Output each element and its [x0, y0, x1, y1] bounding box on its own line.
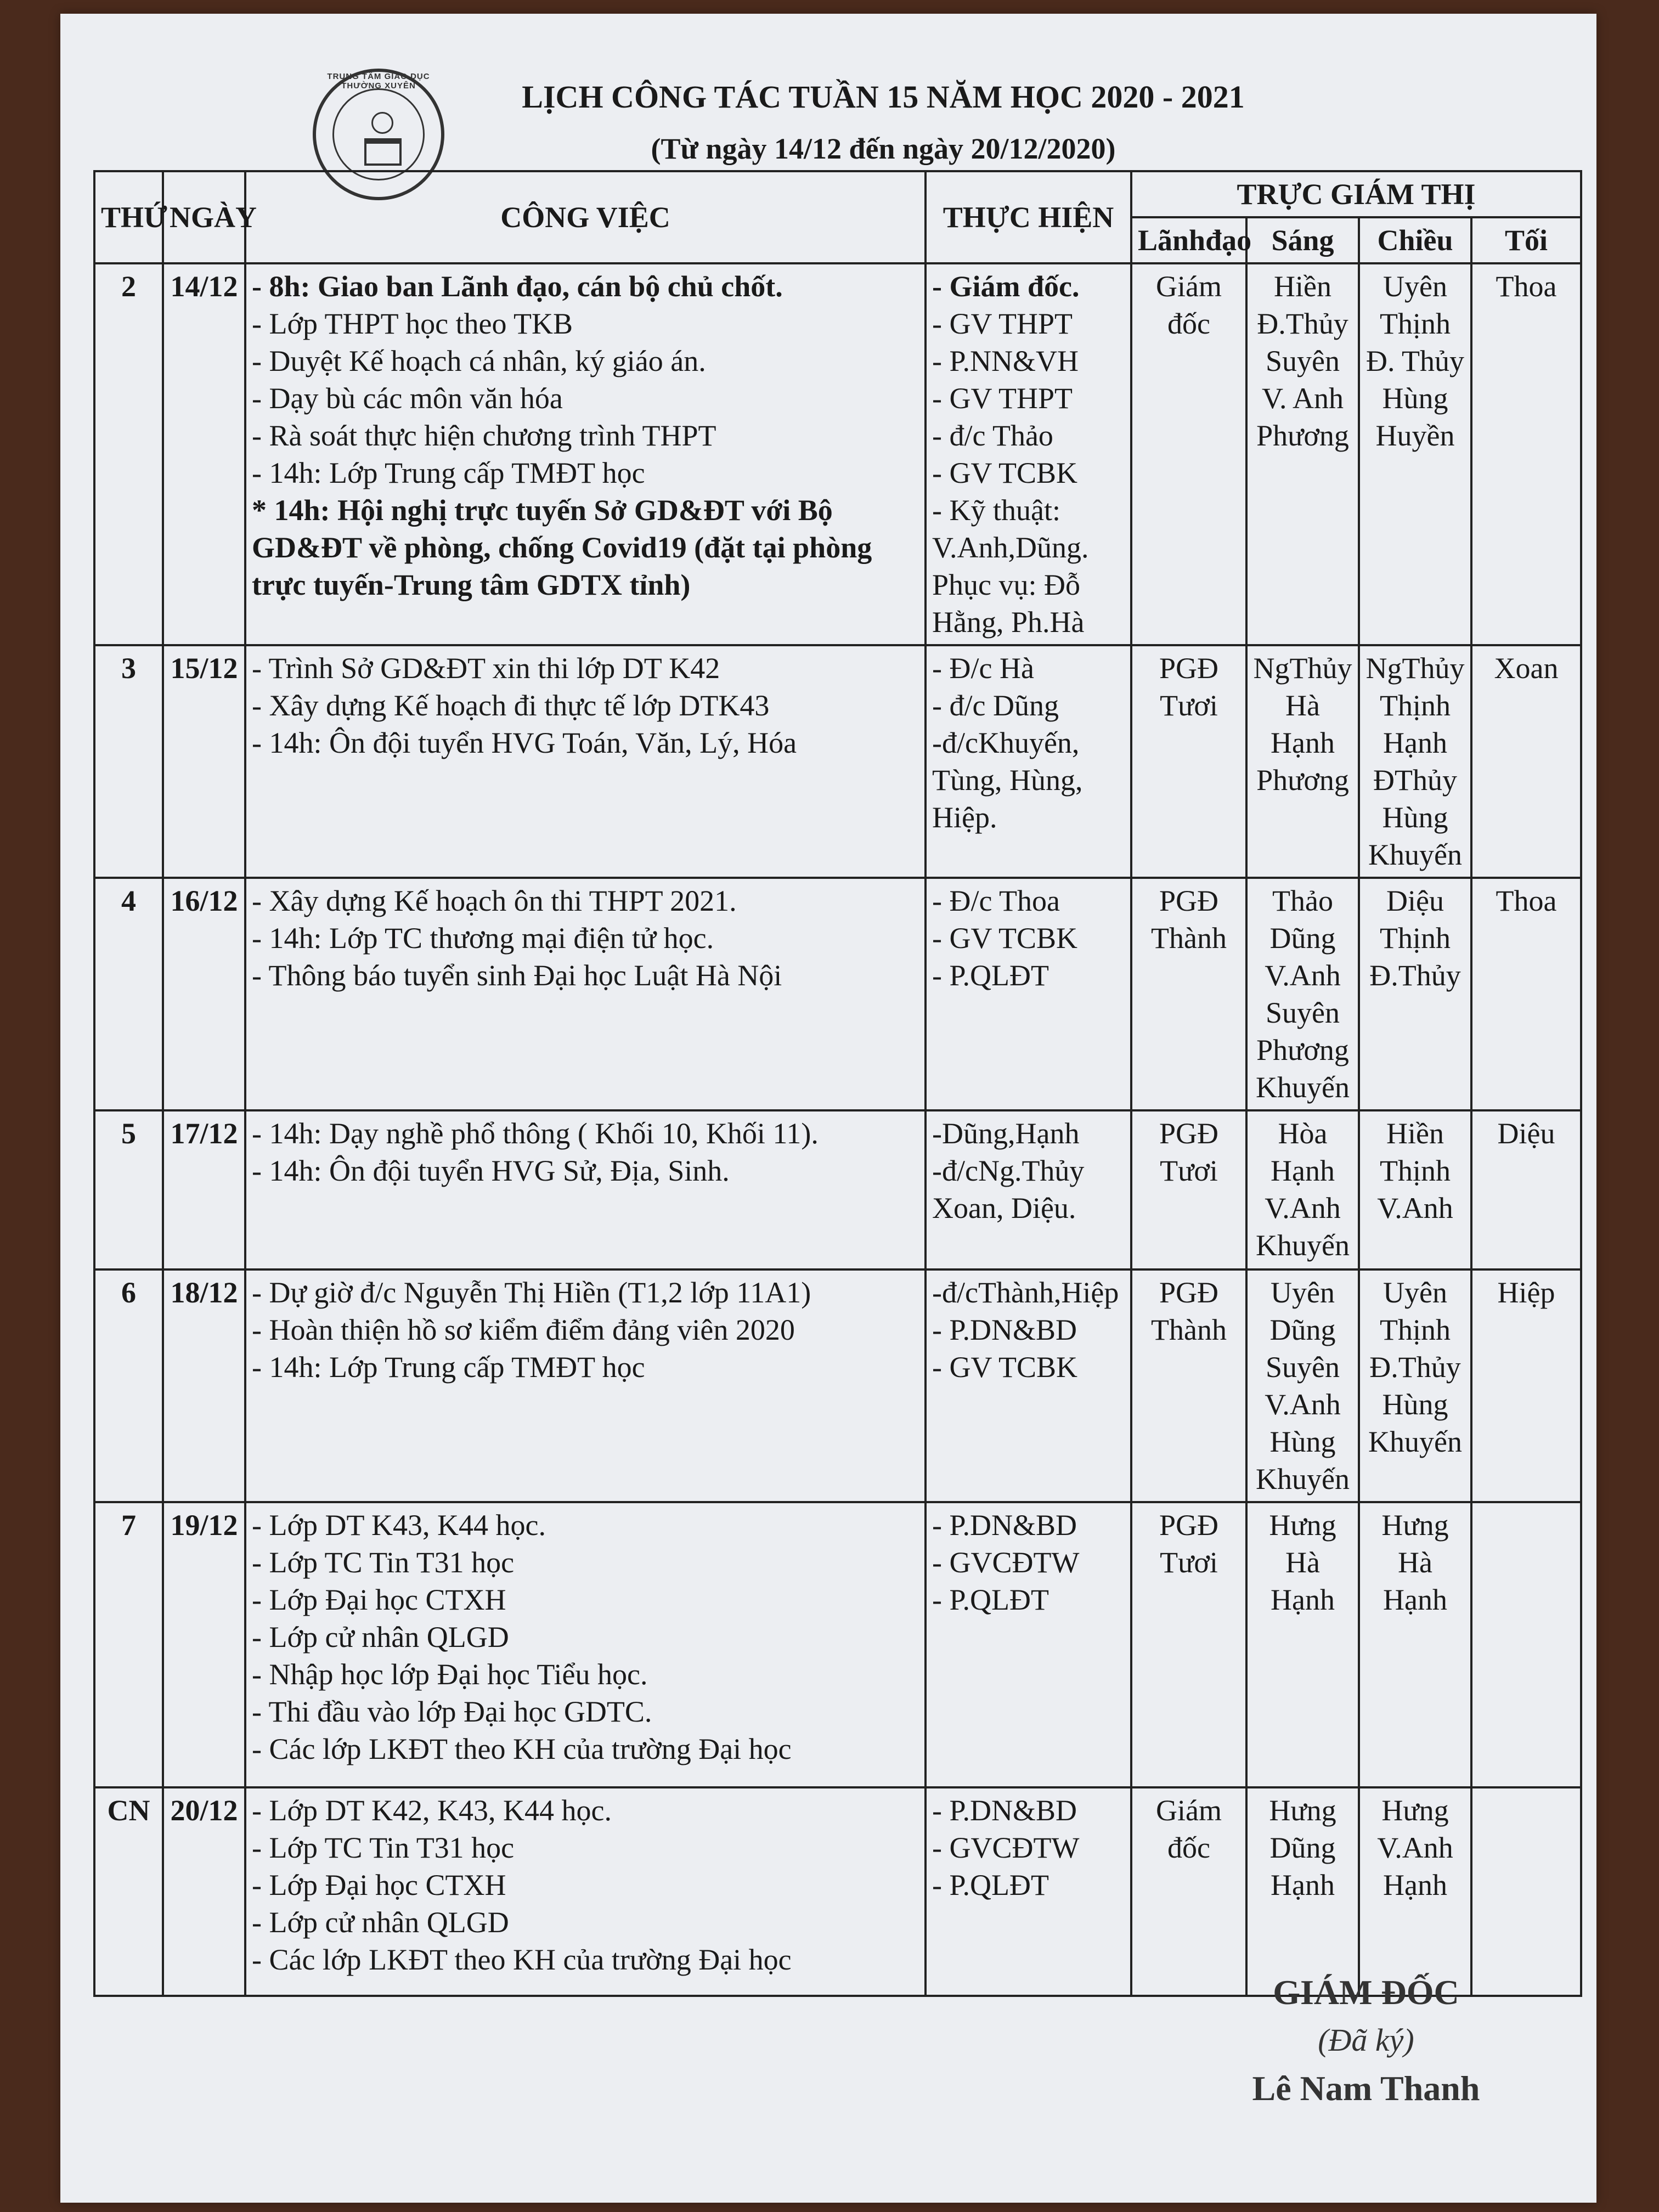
cell-toi-line: Xoan [1494, 652, 1559, 685]
cell-sang-line: Hưng [1269, 1794, 1336, 1827]
cell-thuc-hien-line: - P.QLĐT [932, 1583, 1049, 1616]
cell-thuc-hien-line: - Giám đốc. [932, 270, 1080, 303]
cell-toi [1471, 1110, 1581, 1269]
cell-lanh-dao-line: PGĐ [1159, 884, 1219, 917]
cell-cong-viec-line: - Các lớp LKĐT theo KH của trường Đại học [252, 1943, 792, 1976]
cell-lanh-dao-line: Tươi [1160, 1546, 1218, 1579]
cell-toi-line: Thoa [1496, 270, 1557, 303]
schedule-row [94, 1110, 1581, 1269]
cell-sang-line: Hà [1285, 1546, 1320, 1579]
cell-chieu [1359, 1110, 1471, 1269]
cell-cong-viec-line: - Xây dựng Kế hoạch đi thực tế lớp DTK43 [252, 689, 770, 722]
document-sheet [60, 14, 1596, 2203]
seal-inner-ring [332, 88, 425, 180]
cell-chieu-line: Thịnh [1380, 689, 1451, 722]
cell-thuc-hien [926, 1110, 1131, 1269]
atom-icon [371, 112, 393, 134]
cell-chieu-line: Khuyến [1368, 838, 1462, 871]
cell-sang [1246, 645, 1359, 878]
cell-chieu-line: V.Anh [1377, 1831, 1453, 1864]
cell-sang-line: Dũng [1269, 922, 1336, 955]
schedule-row [94, 263, 1581, 645]
cell-lanh-dao [1131, 263, 1246, 645]
cell-cong-viec-line: - Hoàn thiện hồ sơ kiểm điểm đảng viên 2020 [252, 1313, 795, 1346]
cell-sang-line: Hưng [1269, 1509, 1336, 1542]
cell-sang-line: Hạnh [1271, 726, 1335, 759]
cell-cong-viec-line: - 14h: Lớp TC thương mại điện tử học. [252, 922, 714, 955]
cell-thuc-hien-line: - đ/c Dũng [932, 689, 1059, 722]
cell-lanh-dao-line: Tươi [1160, 689, 1218, 722]
cell-sang-line: Suyên [1266, 1351, 1340, 1384]
cell-chieu-line: Hùng [1382, 382, 1448, 415]
schedule-table [93, 170, 1582, 1997]
cell-ngay: 14/12 [163, 263, 245, 645]
header-toi: Tối [1471, 217, 1581, 263]
book-icon [364, 138, 402, 166]
cell-cong-viec-line: - Trình Sở GD&ĐT xin thi lớp DT K42 [252, 652, 720, 685]
cell-cong-viec-line: - Lớp TC Tin T31 học [252, 1546, 515, 1579]
cell-cong-viec [245, 645, 926, 878]
cell-sang [1246, 1269, 1359, 1502]
signature-name: Lê Nam Thanh [1252, 2069, 1480, 2108]
cell-lanh-dao [1131, 645, 1246, 878]
page-subtitle: (Từ ngày 14/12 đến ngày 20/12/2020) [651, 132, 1116, 165]
cell-chieu-line: Hạnh [1383, 1869, 1447, 1901]
cell-sang-line: Suyên [1266, 996, 1340, 1029]
cell-chieu-line: Hạnh [1383, 726, 1447, 759]
cell-thuc-hien-line: Tùng, Hùng, [932, 764, 1083, 797]
cell-thuc-hien [926, 1787, 1131, 1996]
cell-cong-viec-line: - Thông báo tuyển sinh Đại học Luật Hà Nội [252, 959, 782, 992]
cell-chieu-line: Thịnh [1380, 307, 1451, 340]
cell-thuc-hien [926, 1269, 1131, 1502]
cell-lanh-dao-line: đốc [1167, 1831, 1210, 1864]
cell-sang-line: Khuyến [1256, 1071, 1350, 1104]
cell-cong-viec-line: - 14h: Ôn đội tuyển HVG Toán, Văn, Lý, Hóa [252, 726, 797, 759]
cell-cong-viec-line: - 14h: Lớp Trung cấp TMĐT học [252, 1351, 645, 1384]
cell-cong-viec-line: - Xây dựng Kế hoạch ôn thi THPT 2021. [252, 884, 737, 917]
cell-thu: CN [94, 1787, 163, 1996]
cell-chieu [1359, 1787, 1471, 1996]
schedule-row [94, 1502, 1581, 1787]
cell-cong-viec-line: - 14h: Dạy nghề phổ thông ( Khối 10, Khối 11). [252, 1117, 819, 1150]
cell-sang-line: Dũng [1269, 1313, 1336, 1346]
cell-sang-line: Khuyến [1256, 1463, 1350, 1496]
cell-cong-viec [245, 1110, 926, 1269]
cell-sang [1246, 1502, 1359, 1787]
cell-chieu [1359, 1269, 1471, 1502]
cell-sang-line: Hạnh [1271, 1583, 1335, 1616]
cell-cong-viec-line: - Lớp TC Tin T31 học [252, 1831, 515, 1864]
schedule-row [94, 878, 1581, 1110]
cell-toi [1471, 1787, 1581, 1996]
cell-toi [1471, 645, 1581, 878]
cell-thuc-hien-line: V.Anh,Dũng. [932, 531, 1089, 564]
cell-chieu [1359, 878, 1471, 1110]
cell-cong-viec [245, 1269, 926, 1502]
cell-lanh-dao-line: PGĐ [1159, 1276, 1219, 1309]
cell-chieu [1359, 263, 1471, 645]
header-thu: THỨ [94, 171, 163, 263]
cell-lanh-dao-line: Thành [1151, 1313, 1227, 1346]
cell-cong-viec [245, 878, 926, 1110]
cell-toi-line: Diệu [1497, 1117, 1555, 1150]
cell-thuc-hien-line: Phục vụ: Đỗ [932, 568, 1080, 601]
cell-thuc-hien-line: Hằng, Ph.Hà [932, 606, 1085, 639]
cell-cong-viec [245, 1502, 926, 1787]
cell-ngay: 20/12 [163, 1787, 245, 1996]
cell-chieu-line: Đ.Thủy [1369, 959, 1461, 992]
schedule-row [94, 645, 1581, 878]
cell-cong-viec-line: - 14h: Lớp Trung cấp TMĐT học [252, 456, 645, 489]
cell-chieu-line: ĐThủy [1373, 764, 1457, 797]
cell-cong-viec-line: - Lớp DT K42, K43, K44 học. [252, 1794, 612, 1827]
cell-thu: 3 [94, 645, 163, 878]
cell-thuc-hien-line: - P.DN&BD [932, 1313, 1077, 1346]
cell-sang-line: NgThủy [1253, 652, 1352, 685]
cell-chieu [1359, 1502, 1471, 1787]
cell-ngay: 16/12 [163, 878, 245, 1110]
cell-lanh-dao-line: Giám [1156, 270, 1222, 303]
cell-thuc-hien-line: - Đ/c Thoa [932, 884, 1060, 917]
cell-sang-line: Suyên [1266, 345, 1340, 377]
cell-cong-viec-line: - Nhập học lớp Đại học Tiểu học. [252, 1658, 648, 1691]
cell-sang-line: Phương [1256, 1034, 1349, 1066]
cell-sang-line: Thảo [1272, 884, 1333, 917]
cell-chieu-line: Huyền [1375, 419, 1455, 452]
cell-thuc-hien-line: - GV THPT [932, 307, 1073, 340]
cell-lanh-dao [1131, 1502, 1246, 1787]
page-title: LỊCH CÔNG TÁC TUẦN 15 NĂM HỌC 2020 - 2021 [522, 79, 1245, 115]
cell-sang-line: Dũng [1269, 1831, 1336, 1864]
cell-thuc-hien-line: -đ/cThành,Hiệp [932, 1276, 1119, 1309]
cell-thu: 5 [94, 1110, 163, 1269]
cell-thuc-hien-line: - GV TCBK [932, 456, 1078, 489]
header-truc-giam-thi: TRỰC GIÁM THỊ [1131, 171, 1581, 217]
cell-ngay: 18/12 [163, 1269, 245, 1502]
cell-cong-viec-line: - Lớp Đại học CTXH [252, 1583, 506, 1616]
cell-chieu-line: Khuyến [1368, 1425, 1462, 1458]
cell-thuc-hien-line: Xoan, Diệu. [932, 1192, 1076, 1224]
cell-chieu-line: Uyên [1383, 270, 1447, 303]
cell-ngay: 19/12 [163, 1502, 245, 1787]
cell-lanh-dao [1131, 1269, 1246, 1502]
cell-lanh-dao [1131, 1110, 1246, 1269]
cell-thuc-hien-line: - P.QLĐT [932, 959, 1049, 992]
cell-thuc-hien-line: - GVCĐTW [932, 1831, 1080, 1864]
cell-chieu-line: Hiền [1386, 1117, 1444, 1150]
header-cong-viec: CÔNG VIỆC [245, 171, 926, 263]
cell-thuc-hien-line: - P.NN&VH [932, 345, 1079, 377]
cell-thu: 2 [94, 263, 163, 645]
cell-cong-viec-line: - Rà soát thực hiện chương trình THPT [252, 419, 716, 452]
cell-lanh-dao-line: PGĐ [1159, 1509, 1219, 1542]
cell-thuc-hien-line: -Dũng,Hạnh [932, 1117, 1080, 1150]
cell-sang [1246, 878, 1359, 1110]
cell-thuc-hien-line: -đ/cNg.Thủy [932, 1154, 1085, 1187]
cell-thuc-hien-line: - P.QLĐT [932, 1869, 1049, 1901]
cell-chieu-line: Diệu [1386, 884, 1444, 917]
cell-sang-line: Hà [1285, 689, 1320, 722]
signature-role: GIÁM ĐỐC [1273, 1973, 1459, 2012]
cell-sang-line: Khuyến [1256, 1229, 1350, 1262]
cell-sang-line: V.Anh [1265, 1192, 1341, 1224]
cell-lanh-dao-line: Thành [1151, 922, 1227, 955]
cell-thuc-hien [926, 645, 1131, 878]
cell-sang-line: Uyên [1271, 1276, 1335, 1309]
header-chieu: Chiều [1359, 217, 1471, 263]
schedule-row [94, 1269, 1581, 1502]
seal-text: TRUNG TÂM GIÁO DỤC THƯỜNG XUYÊN [327, 72, 430, 91]
cell-thuc-hien-line: - GV TCBK [932, 922, 1078, 955]
cell-cong-viec-line: - 8h: Giao ban Lãnh đạo, cán bộ chủ chốt. [252, 270, 783, 303]
cell-chieu-line: Thịnh [1380, 1154, 1451, 1187]
cell-chieu-line: Hạnh [1383, 1583, 1447, 1616]
cell-sang-line: Hạnh [1271, 1869, 1335, 1901]
cell-ngay: 17/12 [163, 1110, 245, 1269]
cell-thuc-hien-line: - P.DN&BD [932, 1794, 1077, 1827]
cell-cong-viec-line: - Lớp THPT học theo TKB [252, 307, 573, 340]
cell-sang-line: Hiền [1274, 270, 1331, 303]
cell-thuc-hien-line: Hiệp. [932, 801, 997, 834]
cell-lanh-dao [1131, 1787, 1246, 1996]
cell-cong-viec-line: - Lớp DT K43, K44 học. [252, 1509, 546, 1542]
header-thuc-hien: THỰC HIỆN [926, 171, 1131, 263]
cell-chieu-line: V.Anh [1377, 1192, 1453, 1224]
cell-thu: 6 [94, 1269, 163, 1502]
cell-sang [1246, 263, 1359, 645]
cell-thuc-hien-line: - Kỹ thuật: [932, 494, 1060, 527]
cell-chieu-line: Đ. Thủy [1365, 345, 1464, 377]
cell-cong-viec [245, 1787, 926, 1996]
cell-chieu-line: Đ.Thủy [1369, 1351, 1461, 1384]
cell-chieu-line: Hùng [1382, 1388, 1448, 1421]
cell-toi-line: Hiệp [1497, 1276, 1555, 1309]
cell-lanh-dao-line: Tươi [1160, 1154, 1218, 1187]
schedule-row [94, 1787, 1581, 1996]
cell-sang-line: Phương [1256, 764, 1349, 797]
cell-chieu [1359, 645, 1471, 878]
cell-sang-line: Phương [1256, 419, 1349, 452]
cell-thuc-hien-line: - Đ/c Hà [932, 652, 1034, 685]
cell-chieu-line: Thịnh [1380, 922, 1451, 955]
cell-thuc-hien [926, 878, 1131, 1110]
cell-chieu-line: Hà [1398, 1546, 1432, 1579]
cell-sang [1246, 1787, 1359, 1996]
cell-thuc-hien-line: -đ/cKhuyến, [932, 726, 1080, 759]
cell-chieu-line: Thịnh [1380, 1313, 1451, 1346]
header-sang: Sáng [1246, 217, 1359, 263]
cell-thuc-hien-line: - GV THPT [932, 382, 1073, 415]
header-ngay: NGÀY [163, 171, 245, 263]
cell-cong-viec-line: * 14h: Hội nghị trực tuyến Sở GD&ĐT với Bộ GD&ĐT về phòng, chống Covid19 (đặt tại phòng trực tuyến-Trung tâm GDTX tỉnh) [252, 494, 872, 601]
cell-chieu-line: Hưng [1381, 1794, 1449, 1827]
cell-sang-line: V.Anh [1265, 1388, 1341, 1421]
cell-thuc-hien-line: - P.DN&BD [932, 1509, 1077, 1542]
cell-sang-line: Hòa [1278, 1117, 1328, 1150]
cell-lanh-dao-line: PGĐ [1159, 652, 1219, 685]
cell-sang-line: Hùng [1269, 1425, 1336, 1458]
cell-chieu-line: Hùng [1382, 801, 1448, 834]
cell-toi [1471, 878, 1581, 1110]
cell-thuc-hien [926, 263, 1131, 645]
cell-cong-viec-line: - Dạy bù các môn văn hóa [252, 382, 563, 415]
cell-thuc-hien-line: - GV TCBK [932, 1351, 1078, 1384]
cell-cong-viec-line: - 14h: Ôn đội tuyển HVG Sử, Địa, Sinh. [252, 1154, 730, 1187]
cell-cong-viec-line: - Lớp Đại học CTXH [252, 1869, 506, 1901]
cell-thuc-hien-line: - GVCĐTW [932, 1546, 1080, 1579]
cell-sang-line: Đ.Thủy [1257, 307, 1348, 340]
cell-toi [1471, 1502, 1581, 1787]
cell-cong-viec-line: - Duyệt Kế hoạch cá nhân, ký giáo án. [252, 345, 706, 377]
cell-sang-line: V. Anh [1261, 382, 1344, 415]
cell-thuc-hien [926, 1502, 1131, 1787]
cell-cong-viec [245, 263, 926, 645]
cell-ngay: 15/12 [163, 645, 245, 878]
cell-chieu-line: NgThủy [1365, 652, 1465, 685]
cell-thuc-hien-line: - đ/c Thảo [932, 419, 1053, 452]
cell-thu: 4 [94, 878, 163, 1110]
cell-toi-line: Thoa [1496, 884, 1557, 917]
cell-lanh-dao-line: đốc [1167, 307, 1210, 340]
signature-note: (Đã ký) [1318, 2022, 1414, 2058]
schedule-body [94, 263, 1581, 1996]
cell-sang [1246, 1110, 1359, 1269]
cell-cong-viec-line: - Dự giờ đ/c Nguyễn Thị Hiền (T1,2 lớp 11A1) [252, 1276, 811, 1309]
cell-cong-viec-line: - Lớp cử nhân QLGD [252, 1621, 509, 1654]
cell-thu: 7 [94, 1502, 163, 1787]
cell-lanh-dao [1131, 878, 1246, 1110]
cell-lanh-dao-line: PGĐ [1159, 1117, 1219, 1150]
cell-cong-viec-line: - Thi đầu vào lớp Đại học GDTC. [252, 1695, 652, 1728]
cell-lanh-dao-line: Giám [1156, 1794, 1222, 1827]
cell-cong-viec-line: - Lớp cử nhân QLGD [252, 1906, 509, 1939]
header-lanh-dao: Lãnhđạo [1131, 217, 1246, 263]
cell-chieu-line: Hưng [1381, 1509, 1449, 1542]
cell-cong-viec-line: - Các lớp LKĐT theo KH của trường Đại học [252, 1733, 792, 1765]
cell-toi [1471, 263, 1581, 645]
cell-sang-line: V.Anh [1265, 959, 1341, 992]
cell-sang-line: Hạnh [1271, 1154, 1335, 1187]
cell-toi [1471, 1269, 1581, 1502]
cell-chieu-line: Uyên [1383, 1276, 1447, 1309]
